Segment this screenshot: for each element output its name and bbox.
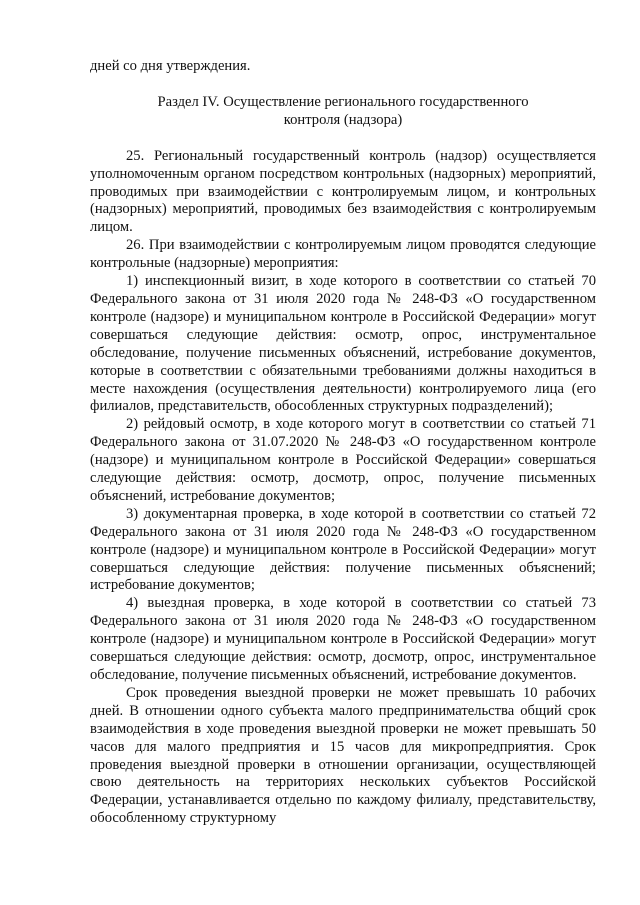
paragraph-25: 25. Региональный государственный контроль (надзор) осуществляется уполномоченным органом посредством контрольных (надзорных) мероприятий, проводимых при взаимодействии с контролируемым лицом, и контрольных (надзорных) мероприятий, проводимых без взаимодействия с контролируемым лицом.: [90, 147, 596, 236]
spacer: [90, 130, 596, 148]
section-heading: [90, 94, 596, 130]
item-documentary-check: 3) документарная проверка, в ходе которой в соответствии со статьей 72 Федерального закона от 31 июля 2020 года № 248-ФЗ «О государственном контроле (надзоре) и муниципальном контроле в Российской Федерации» могут совершаться следующие действия: получение письменных объяснений; истребование документов;: [90, 505, 596, 594]
section-heading-line-1: Раздел IV. Осуществление регионального государственного: [157, 93, 529, 110]
paragraph-onsite-duration: Срок проведения выездной проверки не может превышать 10 рабочих дней. В отношении одного субъекта малого предпринимательства общий срок взаимодействия в ходе проведения выездной проверки не может превышать 50 часов для малого предприятия и 15 часов для микропредприятия. Срок проведения выездной проверки в отношении организации, осуществляющей свою деятельность на территориях нескольких субъектов Российской Федерации, устанавливается отдельно по каждому филиалу, представительству, обособленному структурному: [90, 684, 596, 827]
item-onsite-check: 4) выездная проверка, в ходе которой в соответствии со статьей 73 Федерального закона от 31 июля 2020 года № 248-ФЗ «О государственном контроле (надзоре) и муниципальном контроле в Российской Федерации» могут совершаться следующие действия: осмотр, досмотр, опрос, инструментальное обследование, получение письменных объяснений, истребование документов.: [90, 595, 596, 683]
section-heading-line-2: контроля (надзора): [283, 111, 403, 128]
paragraph-26: 26. При взаимодействии с контролируемым лицом проводятся следующие контрольные (надзорные) мероприятия:: [90, 237, 596, 272]
document-body: [90, 58, 596, 828]
item-raid-inspection: 2) рейдовый осмотр, в ходе которого могут в соответствии со статьей 71 Федерального закона от 31.07.2020 № 248-ФЗ «О государственном контроле (надзоре) и муниципальном контроле в Российской Федерации» совершаться следующие действия: осмотр, досмотр, опрос, получение письменных объяснений, истребование документов;: [90, 416, 596, 504]
continuation-text: дней со дня утверждения.: [90, 58, 251, 74]
item-inspection-visit: 1) инспекционный визит, в ходе которого в соответствии со статьей 70 Федерального закона от 31 июля 2020 года № 248-ФЗ «О государственном контроле (надзоре) и муниципальном контроле в Российской Федерации» могут совершаться следующие действия: осмотр, опрос, инструментальное обследование, получение письменных объяснений, истребование документов, которые в соответствии с обязательными требованиями должны находиться в месте нахождения (осуществления деятельности) контролируемого лица (его филиалов, представительств, обособленных структурных подразделений);: [90, 273, 596, 415]
